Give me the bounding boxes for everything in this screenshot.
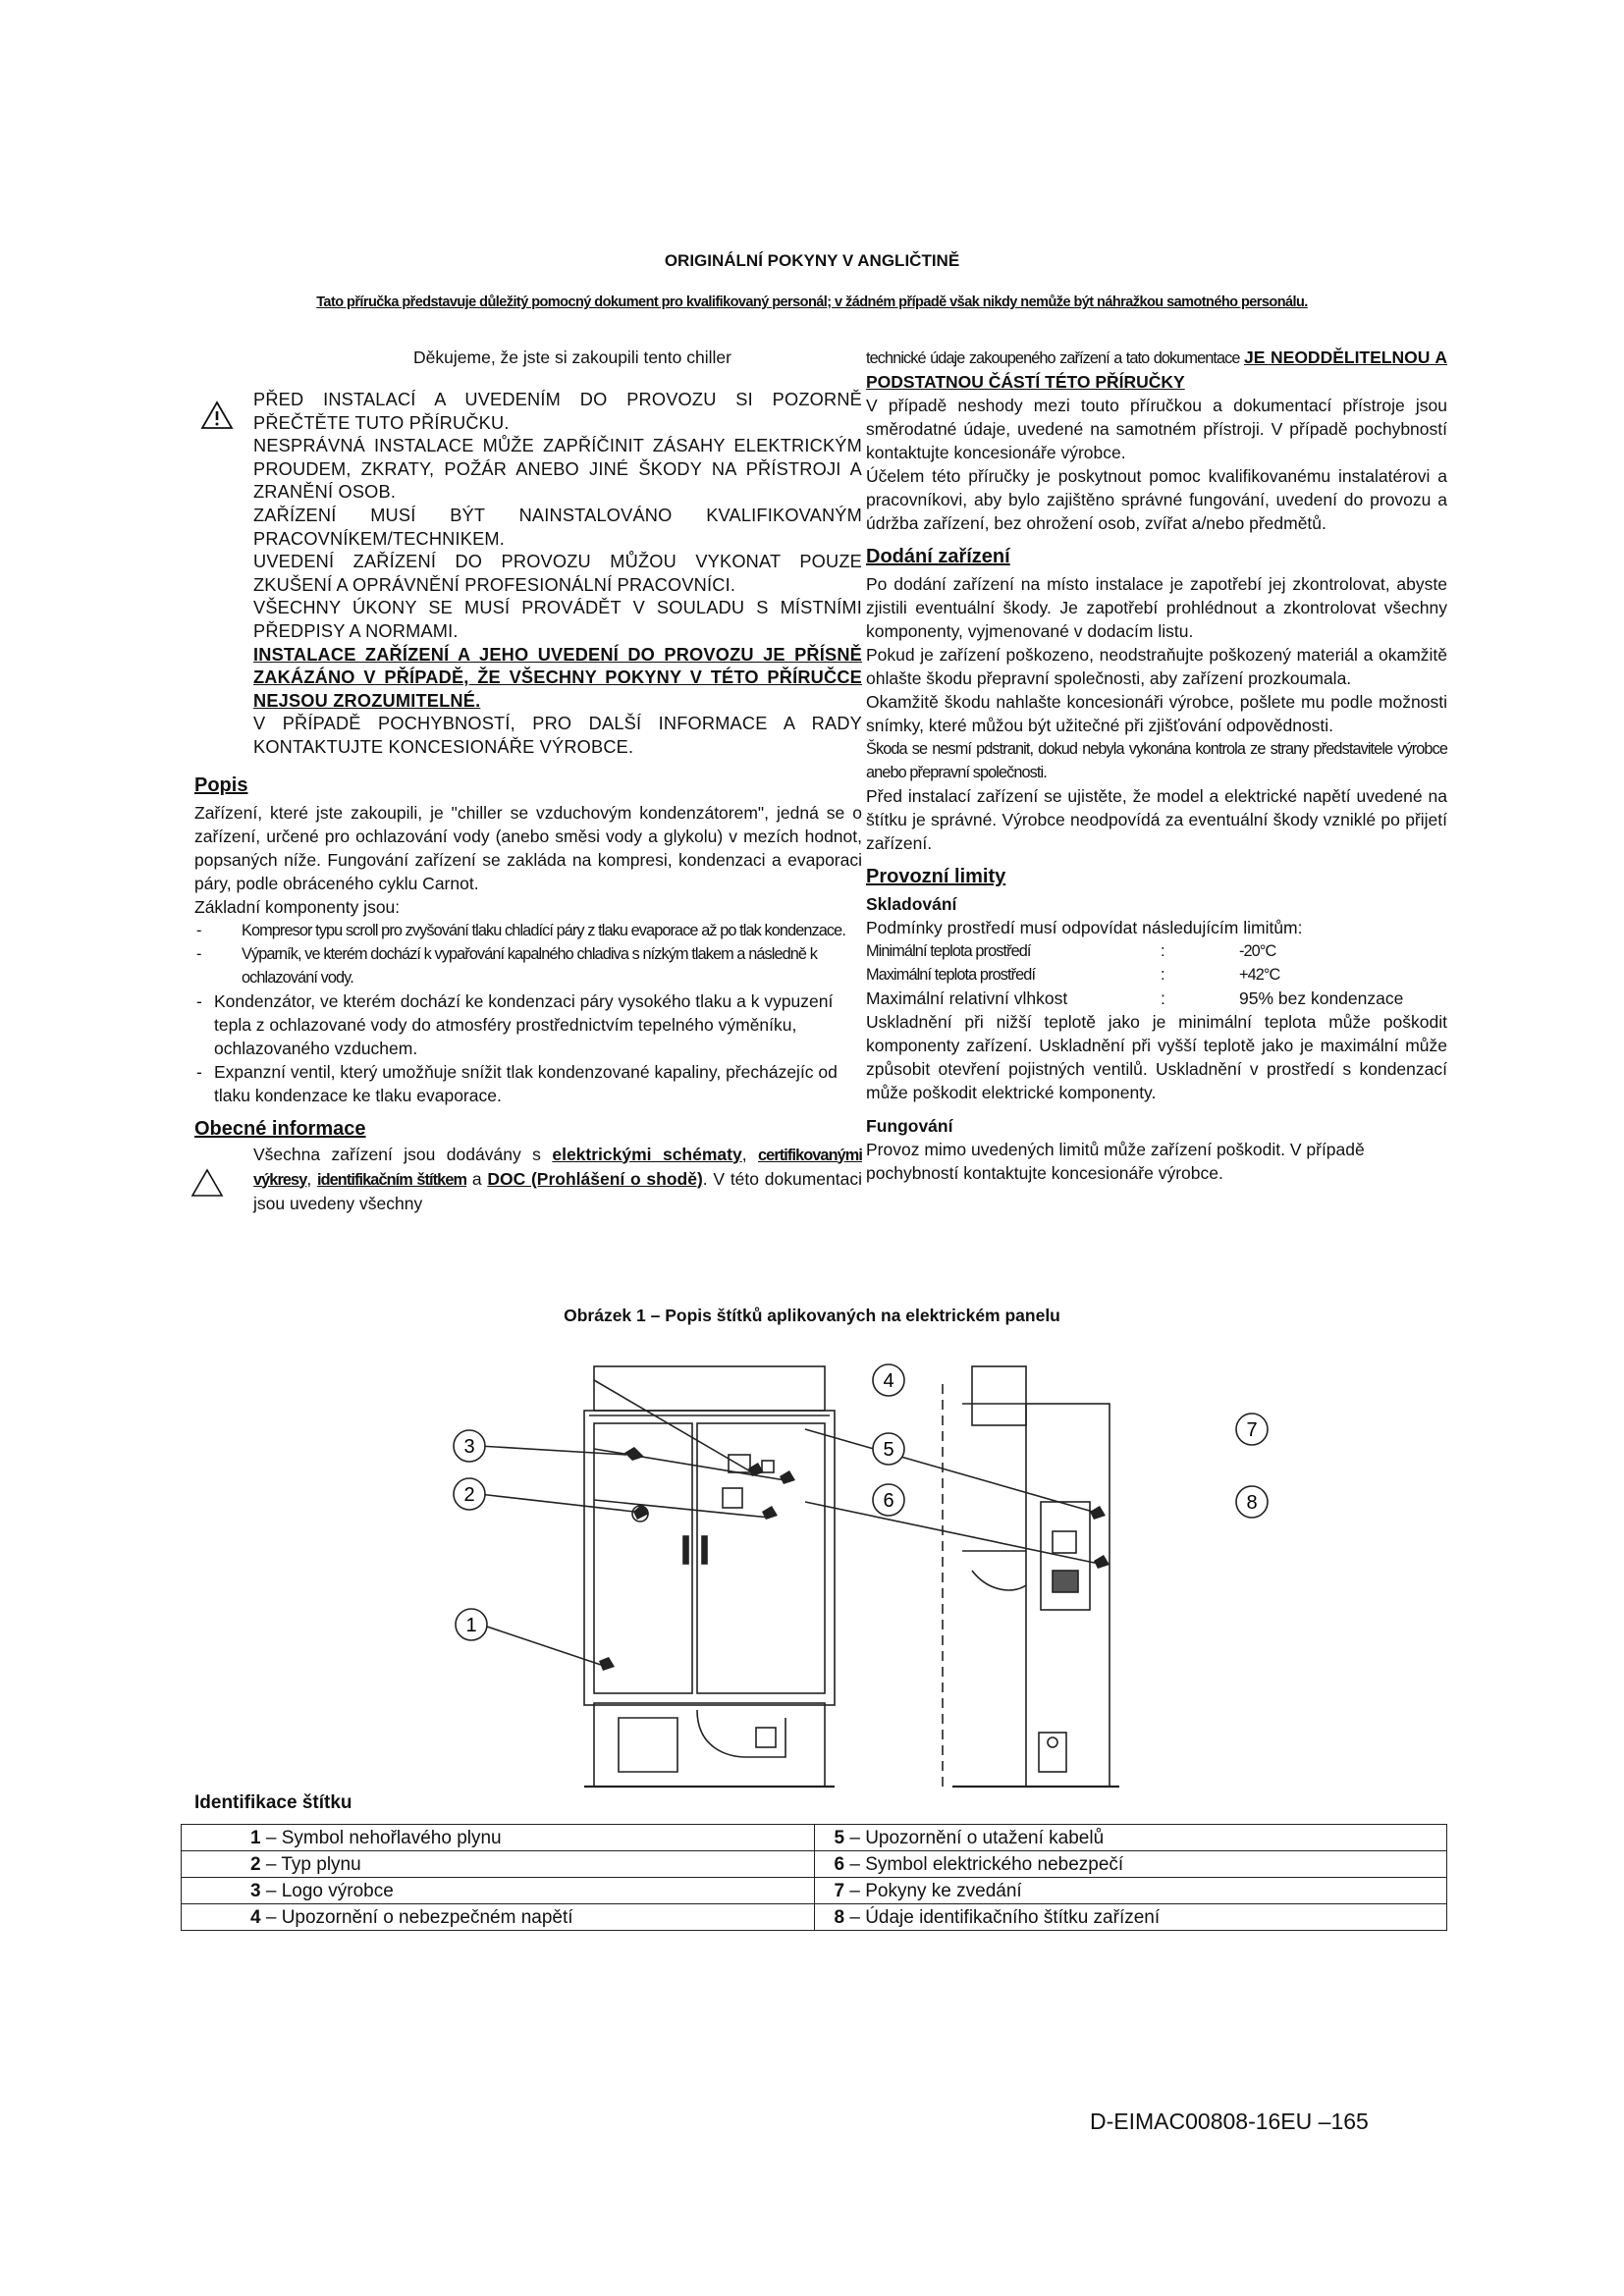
callout-1: 1 <box>465 1615 477 1636</box>
warning-block <box>194 389 862 760</box>
doc-link-drawings: certifikovanými výkresy <box>253 1146 862 1189</box>
section-heading-obecne: Obecné informace <box>194 1117 366 1140</box>
callout-5: 5 <box>883 1439 894 1461</box>
label-cell <box>182 1878 815 1904</box>
text-span: , <box>741 1144 759 1164</box>
label-number: 6 <box>834 1853 845 1875</box>
left-column <box>194 346 862 1215</box>
figure-callouts <box>454 1364 1268 1640</box>
label-text: – Symbol nehořlavého plynu <box>260 1827 502 1848</box>
warning-triangle-icon <box>200 400 234 430</box>
doc-link-doc: DOC (Prohlášení o shodě) <box>487 1168 703 1189</box>
warning-line: NESPRÁVNÁ INSTALACE MŮŽE ZAPŘÍČINIT ZÁSAHY ELEKTRICKÝM PROUDEM, ZKRATY, POŽÁR ANEBO JINÉ ŠKODY NA PŘÍSTROJI A ZRANĚNÍ OSOB. <box>253 436 862 503</box>
list-item: - Expanzní ventil, který umožňuje snížit tlak kondenzované kapaliny, přecházejíc od tlaku kondenzace ke tlaku evaporace. <box>196 1061 838 1105</box>
list-item-text: Kompresor typu scroll pro zvyšování tlaku chladící páry z tlaku evaporace až po tlak kondenzace. <box>242 921 845 939</box>
warning-text <box>253 389 862 760</box>
label-cell <box>814 1904 1447 1931</box>
operation-text: Provoz mimo uvedených limitů může zařízení poškodit. V případě pochybností kontaktujte koncesionáře výrobce. <box>866 1140 1365 1183</box>
label-text: – Pokyny ke zvedání <box>844 1880 1022 1901</box>
callout-3: 3 <box>463 1436 475 1458</box>
thanks-text: Děkujeme, že jste si zakoupili tento chiller <box>413 347 731 367</box>
chiller-panel-figure <box>452 1345 1306 1796</box>
limits-intro: Podmínky prostředí musí odpovídat následujícím limitům: <box>866 918 1303 937</box>
subheading-skladovani: Skladování <box>866 894 957 914</box>
dodani-paragraph: Po dodání zařízení na místo instalace je zapotřebí jej zkontrolovat, abyste zjistili eventuální škody. Je zapotřebí prohlédnout a zkontrolovat všechny komponenty, vyjmenované v dodacím listu. <box>866 574 1447 641</box>
limit-label: Minimální teplota prostředí <box>866 942 1031 960</box>
popis-paragraph: Zařízení, které jste zakoupili, je "chiller se vzduchovým kondenzátorem", jedná se o zařízení, určené pro ochlazování vody (anebo směsi vody a glykolu) v mezích hodnot, popsaných níže. Fungování zařízení se zakláda na kompresi, kondenzaci a evaporaci páry, podle obráceného cyklu Carnot. <box>194 802 862 893</box>
electrical-panel-left-door <box>594 1423 692 1693</box>
unit-side-panel <box>1026 1404 1110 1787</box>
right-paragraph: Účelem této příručky je poskytnout pomoc kvalifikovanému instalatérovi a pracovníkovi, aby bylo zajištěno správné fungování, uvedení do provozu a údržba zařízení, bez ohrožení osob, zvířat a/nebo předmětů. <box>866 466 1447 533</box>
text-span: , <box>306 1168 317 1189</box>
label-number: 7 <box>834 1880 845 1901</box>
list-item: - Kondenzátor, ve kterém dochází ke kondenzaci páry vysokého tlaku a k vypuzení tepla z ochlazované vody do atmosféry prostřednictvím tepelného výměníku, ochlazovaného vzduchem. <box>196 990 834 1058</box>
label-number: 2 <box>250 1853 261 1875</box>
storage-note: Uskladnění při nižší teplotě jako je minimální teplota může poškodit komponenty zařízení. Uskladnění při vyšší teplotě jako je maximální může způsobit otevření pojistných ventilů. Uskladnění v prostředí s kondenzací může poškodit elektrické komponenty. <box>866 1012 1447 1102</box>
label-cell <box>814 1851 1447 1878</box>
dodani-paragraph: Před instalací zařízení se ujistěte, že model a elektrické napětí uvedené na štítku je správné. Výrobce neodpovídá za eventuální škody vzniklé po přijetí zařízení. <box>866 786 1447 853</box>
label-cell <box>182 1851 815 1878</box>
subheading-fungovani: Fungování <box>866 1116 953 1136</box>
warning-line: ZAŘÍZENÍ MUSÍ BÝT NAINSTALOVÁNO KVALIFIKOVANÝM PRACOVNÍKEM/TECHNIKEM. <box>253 505 862 549</box>
list-item: - Kompresor typu scroll pro zvyšování tlaku chladící páry z tlaku evaporace až po tlak kondenzace. <box>196 921 845 939</box>
obecne-block <box>194 1143 862 1215</box>
limit-row <box>866 963 1447 987</box>
document-subtitle: Tato příručka představuje důležitý pomocný dokument pro kvalifikovaný personál; v žádném případě však nikdy nemůže být náhražkou samotného personálu. <box>316 294 1308 310</box>
right-column <box>866 346 1447 1185</box>
limit-value: +42°C <box>1239 966 1280 984</box>
label-text: – Typ plynu <box>260 1853 361 1875</box>
label-number: 3 <box>250 1880 261 1901</box>
table-row <box>182 1851 1447 1878</box>
figure-caption: Obrázek 1 – Popis štítků aplikovaných na elektrickém panelu <box>564 1306 1060 1325</box>
limit-sep: : <box>1161 966 1164 984</box>
unit-top-housing <box>594 1366 825 1411</box>
callout-4: 4 <box>883 1370 894 1392</box>
text-span: a <box>466 1168 488 1189</box>
label-number: 1 <box>250 1827 261 1848</box>
dodani-paragraph: Okamžitě škodu nahlašte koncesionáři výrobce, pošlete mu podle možnosti snímky, které můžou být užitečné při zjišťování odpovědnosti. <box>866 692 1447 735</box>
limit-label: Maximální relativní vlhkost <box>866 988 1068 1008</box>
limit-sep: : <box>1161 988 1165 1008</box>
text-span: JE NEODDĚLITELNOU A PODSTATNOU ČÁSTÍ TÉTO PŘÍRUČKY <box>866 347 1447 392</box>
text-span: . V této dokumentaci jsou uvedeny všechny <box>253 1168 862 1213</box>
section-heading-limity: Provozní limity <box>866 866 1006 887</box>
limit-value: -20°C <box>1239 942 1276 960</box>
table-row <box>182 1904 1447 1931</box>
label-number: 8 <box>834 1906 845 1928</box>
dodani-paragraph: Pokud je zařízení poškozeno, neodstraňujte poškozený materiál a okamžitě ohlašte škodu přepravní společnosti, aby zařízení prozkoumala. <box>866 645 1447 688</box>
callout-2: 2 <box>463 1484 475 1506</box>
limit-row <box>866 939 1447 963</box>
right-continuation <box>866 346 1447 394</box>
obecne-text <box>253 1143 862 1215</box>
unit-side-top <box>972 1366 1026 1425</box>
callout-8: 8 <box>1246 1492 1258 1514</box>
unit-lower-compartment <box>594 1703 825 1787</box>
identification-heading: Identifikace štítku <box>194 1792 352 1813</box>
label-text: – Údaje identifikačního štítku zařízení <box>844 1906 1161 1928</box>
table-row <box>182 1825 1447 1851</box>
document-title: ORIGINÁLNÍ POKYNY V ANGLIČTINĚ <box>664 251 960 270</box>
warning-line: INSTALACE ZAŘÍZENÍ A JEHO UVEDENÍ DO PROVOZU JE PŘÍSNĚ ZAKÁZÁNO V PŘÍPADĚ, ŽE VŠECHNY POKYNY V TÉTO PŘÍRUČCE NEJSOU ZROZUMITELNÉ. <box>253 644 862 711</box>
label-text: – Upozornění o utažení kabelů <box>844 1827 1105 1848</box>
identification-table <box>181 1824 1447 1931</box>
label-cell <box>182 1904 815 1931</box>
document-code: D-EIMAC00808-16EU –165 <box>1090 2109 1369 2134</box>
callout-6: 6 <box>883 1490 894 1512</box>
doc-link-schematics: elektrickými schématy <box>552 1144 742 1164</box>
list-item: - Výparník, ve kterém dochází k vypařování kapalného chladiva s nízkým tlakem a následně k ochlazování vody. <box>196 944 817 987</box>
text-span: Všechna zařízení jsou dodávány s <box>253 1144 553 1164</box>
limit-sep: : <box>1161 942 1164 960</box>
label-text: – Logo výrobce <box>260 1880 394 1901</box>
electrical-panel-right-door <box>697 1423 825 1693</box>
section-heading-dodani: Dodání zařízení <box>866 546 1010 567</box>
warning-line: PŘED INSTALACÍ A UVEDENÍM DO PROVOZU SI POZORNĚ PŘEČTĚTE TUTO PŘÍRUČKU. <box>253 390 862 433</box>
warning-line: VŠECHNY ÚKONY SE MUSÍ PROVÁDĚT V SOULADU S MÍSTNÍMI PŘEDPISY A NORMAMI. <box>253 598 862 641</box>
label-cell <box>182 1825 815 1851</box>
warning-line: UVEDENÍ ZAŘÍZENÍ DO PROVOZU MŮŽOU VYKONAT POUZE ZKUŠENÍ A OPRÁVNĚNÍ PROFESIONÁLNÍ PRACOVNÍCI. <box>253 552 862 595</box>
text-span: technické údaje zakoupeného zařízení a tato dokumentace <box>866 349 1244 367</box>
list-item-text: Výparník, ve kterém dochází k vypařování kapalného chladiva s nízkým tlakem a následně k ochlazování vody. <box>242 944 817 987</box>
callout-7: 7 <box>1246 1419 1258 1441</box>
label-cell <box>814 1825 1447 1851</box>
limits-table <box>866 939 1447 1010</box>
popis-components-intro: Základní komponenty jsou: <box>194 896 401 917</box>
limit-label: Maximální teplota prostředí <box>866 966 1036 984</box>
right-paragraph: V případě neshody mezi touto příručkou a dokumentací přístroje jsou směrodatné údaje, uvedené na samotném přístroji. V případě pochybností kontaktujte koncesionáře výrobce. <box>866 396 1447 462</box>
limit-row <box>866 987 1447 1010</box>
doc-link-nameplate: identifikačním štítkem <box>316 1170 467 1189</box>
section-heading-popis: Popis <box>194 774 248 796</box>
label-number: 4 <box>250 1906 261 1928</box>
table-row <box>182 1878 1447 1904</box>
list-item-text: Expanzní ventil, který umožňuje snížit tlak kondenzované kapaliny, přecházejíc od tlaku kondenzace ke tlaku evaporace. <box>214 1061 838 1105</box>
label-text: – Symbol elektrického nebezpečí <box>844 1853 1124 1875</box>
limit-value: 95% bez kondenzace <box>1239 988 1404 1008</box>
caution-triangle-icon <box>190 1168 224 1198</box>
label-cell <box>814 1878 1447 1904</box>
label-text: – Upozornění o nebezpečném napětí <box>260 1906 573 1928</box>
warning-line: V PŘÍPADĚ POCHYBNOSTÍ, PRO DALŠÍ INFORMACE A RADY KONTAKTUJTE KONCESIONÁŘE VÝROBCE. <box>253 714 862 757</box>
dodani-paragraph: Škoda se nesmí pdstranit, dokud nebyla vykonána kontrola ze strany představitele výrobce anebo přepravní společnosti. <box>866 740 1447 781</box>
label-number: 5 <box>834 1827 845 1848</box>
list-item-text: Kondenzátor, ve kterém dochází ke kondenzaci páry vysokého tlaku a k vypuzení tepla z ochlazované vody do atmosféry prostřednictvím tepelného výměníku, ochlazovaného vzduchem. <box>214 990 834 1058</box>
